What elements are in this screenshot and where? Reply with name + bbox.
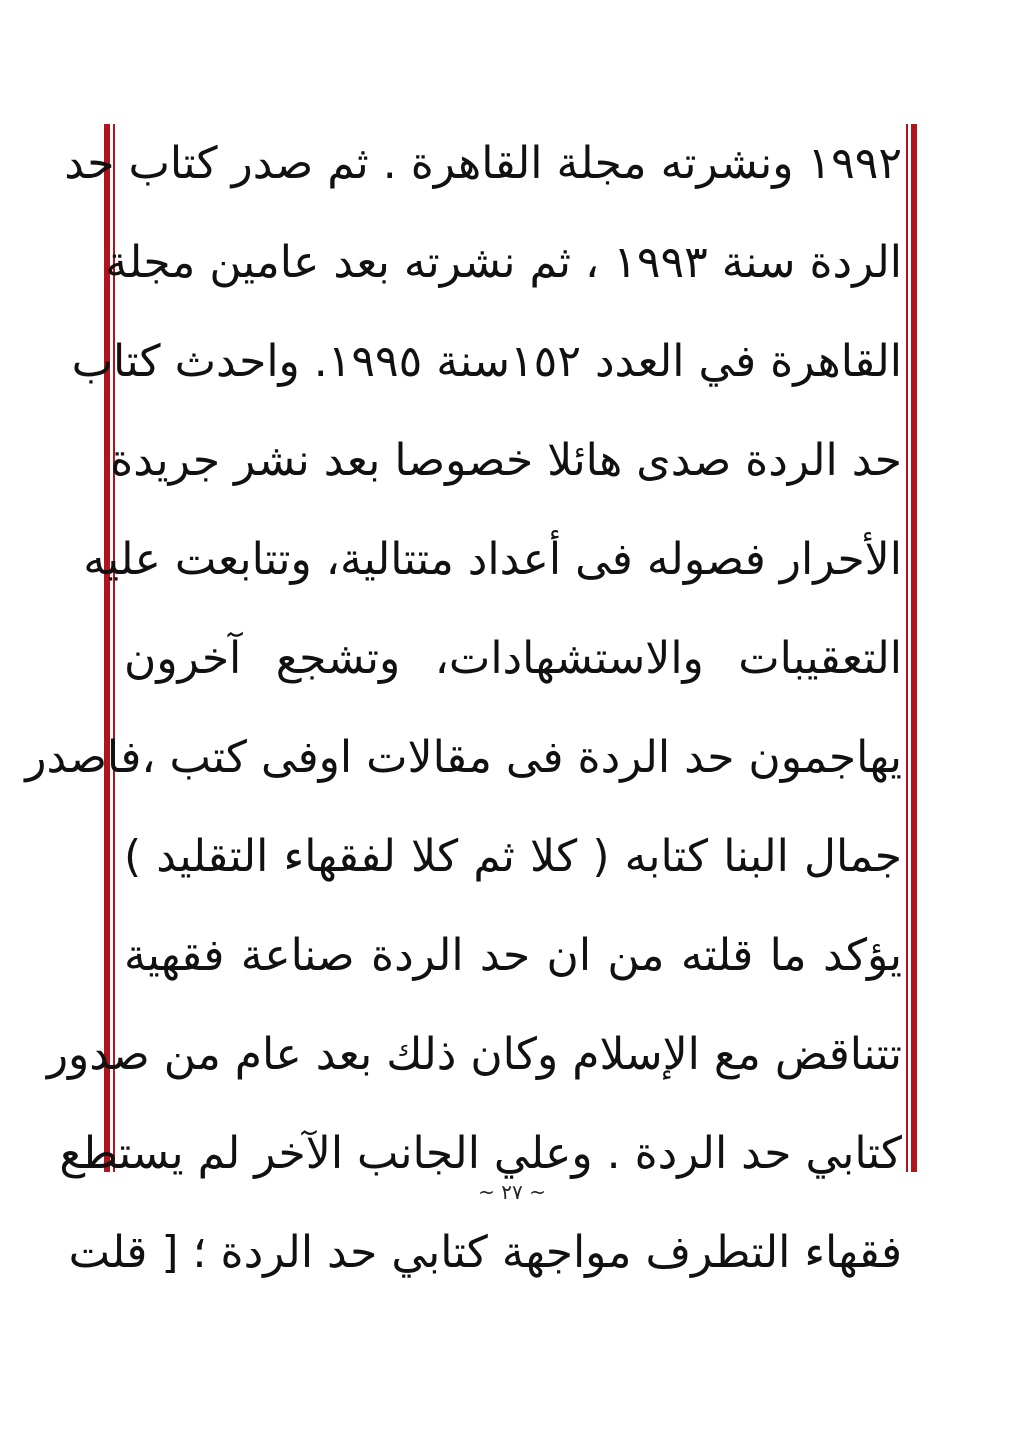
text-line-9: يؤكد ما قلته من ان حد الردة صناعة فقهية xyxy=(124,930,902,981)
text-line-11: كتابي حد الردة . وعلي الجانب الآخر لم يستطع xyxy=(59,1128,902,1179)
right-border-rule xyxy=(906,124,918,1172)
body-text xyxy=(25,128,902,1316)
text-line-6: التعقيبات والاستشهادات، وتشجع آخرون xyxy=(124,633,902,684)
text-line-2: الردة سنة ١٩٩٣ ، ثم نشرته بعد عامين مجلة xyxy=(105,237,902,288)
text-line-8: جمال البنا كتابه ( كلا ثم كلا لفقهاء التقليد ) xyxy=(124,831,902,882)
text-line-1: ١٩٩٢ ونشرته مجلة القاهرة . ثم صدر كتاب حد xyxy=(64,138,902,189)
text-line-10: تتناقض مع الإسلام وكان ذلك بعد عام من صدور xyxy=(46,1029,902,1080)
page-number: ~ ٢٧ ~ xyxy=(478,1180,546,1204)
text-line-3: القاهرة في العدد ١٥٢سنة ١٩٩٥. واحدث كتاب xyxy=(71,336,902,387)
text-line-5: الأحرار فصوله فى أعداد متتالية، وتتابعت عليه xyxy=(83,534,902,585)
right-border-thin-line xyxy=(906,124,908,1172)
text-line-4: حد الردة صدى هائلا خصوصا بعد نشر جريدة xyxy=(110,435,902,486)
right-border-thick-line xyxy=(911,124,917,1172)
text-line-12: فقهاء التطرف مواجهة كتابي حد الردة ؛ [ قلت xyxy=(68,1227,902,1278)
text-line-7: يهاجمون حد الردة فى مقالات اوفى كتب ،فاصدر xyxy=(25,732,902,783)
